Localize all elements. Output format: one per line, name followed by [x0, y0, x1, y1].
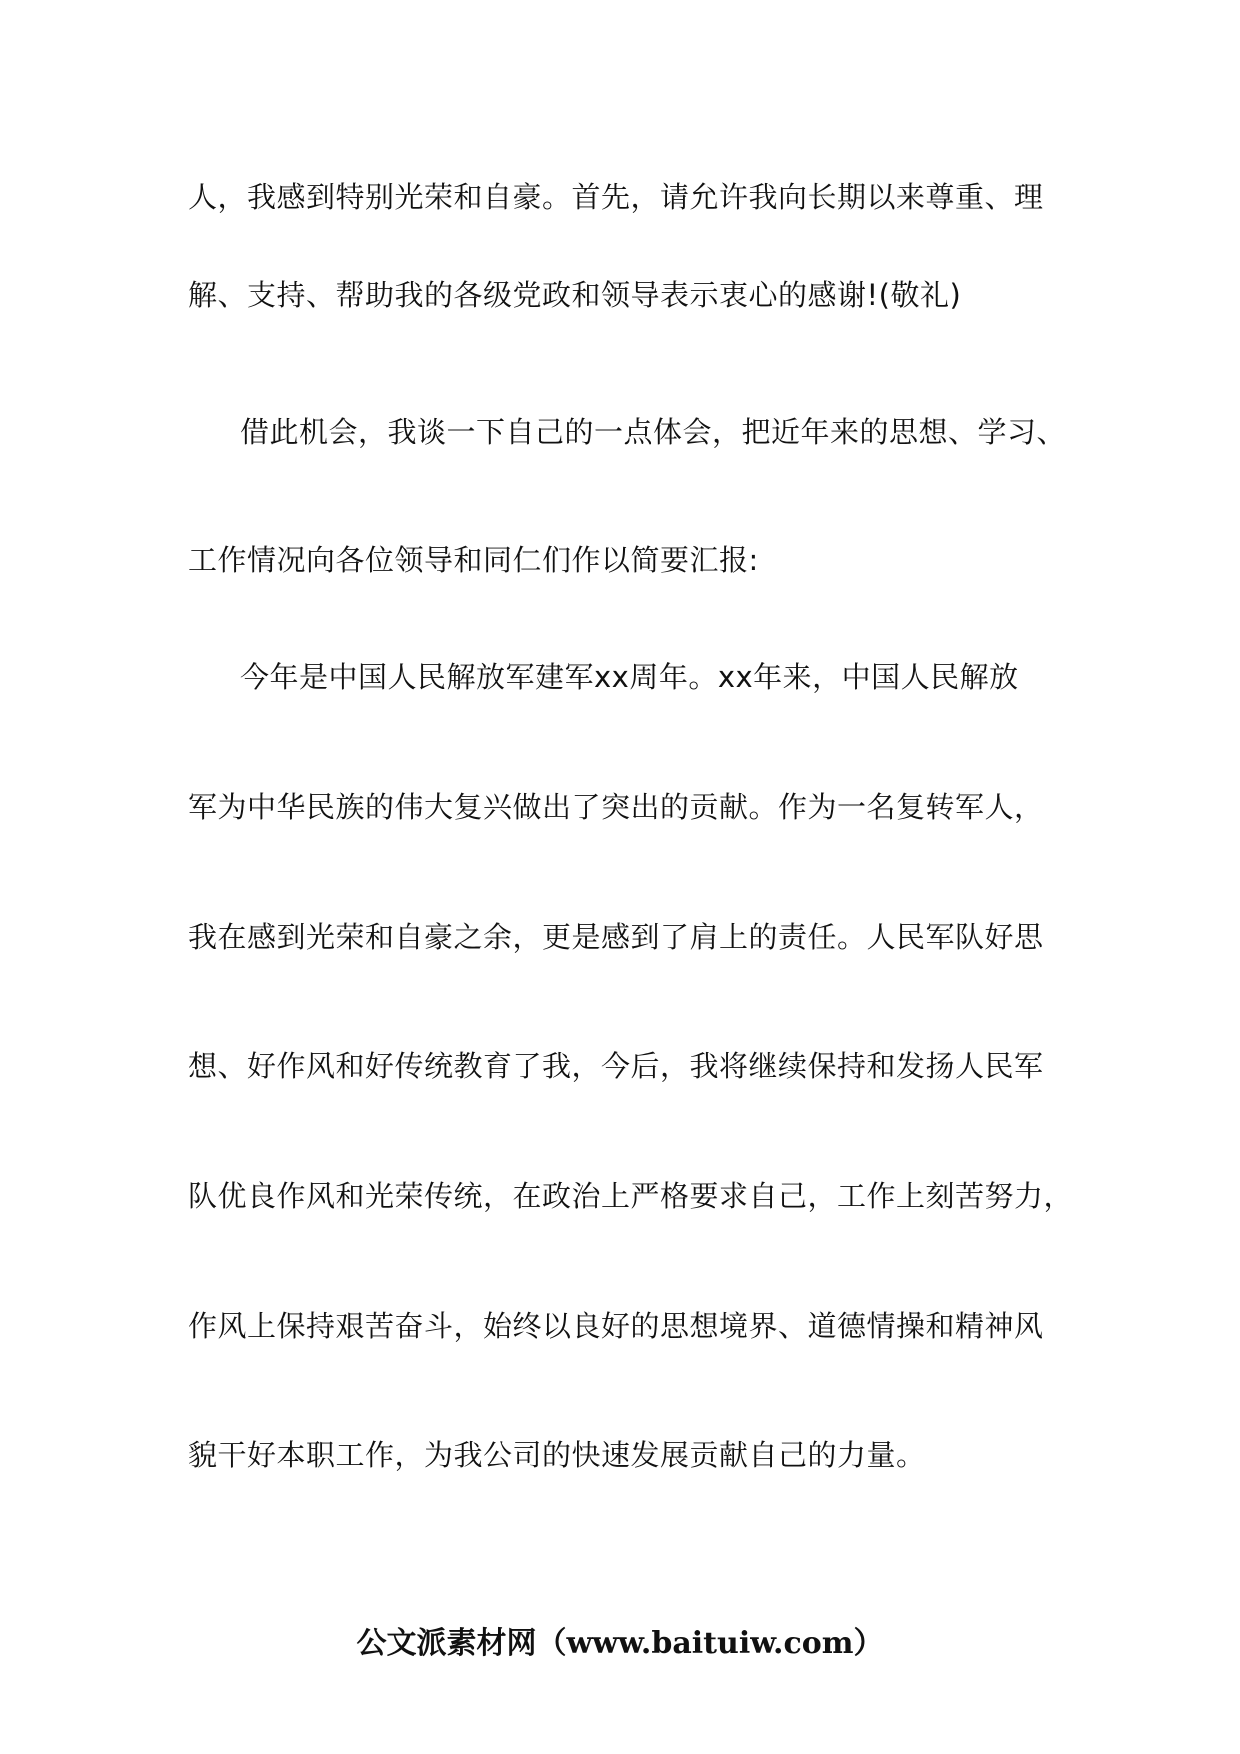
text-line-2: 解、支持、帮助我的各级党政和领导表示衷心的感谢!(敬礼)	[188, 278, 962, 312]
paragraph-3-line-7: 貌干好本职工作，为我公司的快速发展贡献自己的力量。	[188, 1438, 926, 1472]
paragraph-2-line-1: 借此机会，我谈一下自己的一点体会，把近年来的思想、学习、	[240, 415, 1067, 449]
paragraph-3-line-5: 队优良作风和光荣传统，在政治上严格要求自己，工作上刻苦努力，	[188, 1179, 1074, 1213]
paragraph-3-line-4: 想、好作风和好传统教育了我，今后，我将继续保持和发扬人民军	[188, 1049, 1044, 1083]
paragraph-2-line-2: 工作情况向各位领导和同仁们作以简要汇报:	[188, 543, 759, 577]
paragraph-3-line-1: 今年是中国人民解放军建军xx周年。xx年来，中国人民解放	[240, 660, 1019, 694]
paragraph-3-line-2: 军为中华民族的伟大复兴做出了突出的贡献。作为一名复转军人，	[188, 790, 1044, 824]
footer-source: 公文派素材网（www.baituiw.com）	[356, 1626, 884, 1661]
paragraph-3-line-6: 作风上保持艰苦奋斗，始终以良好的思想境界、道德情操和精神风	[188, 1309, 1044, 1343]
text-line-1: 人，我感到特别光荣和自豪。首先，请允许我向长期以来尊重、理	[188, 180, 1044, 214]
paragraph-3-line-3: 我在感到光荣和自豪之余，更是感到了肩上的责任。人民军队好思	[188, 920, 1044, 954]
